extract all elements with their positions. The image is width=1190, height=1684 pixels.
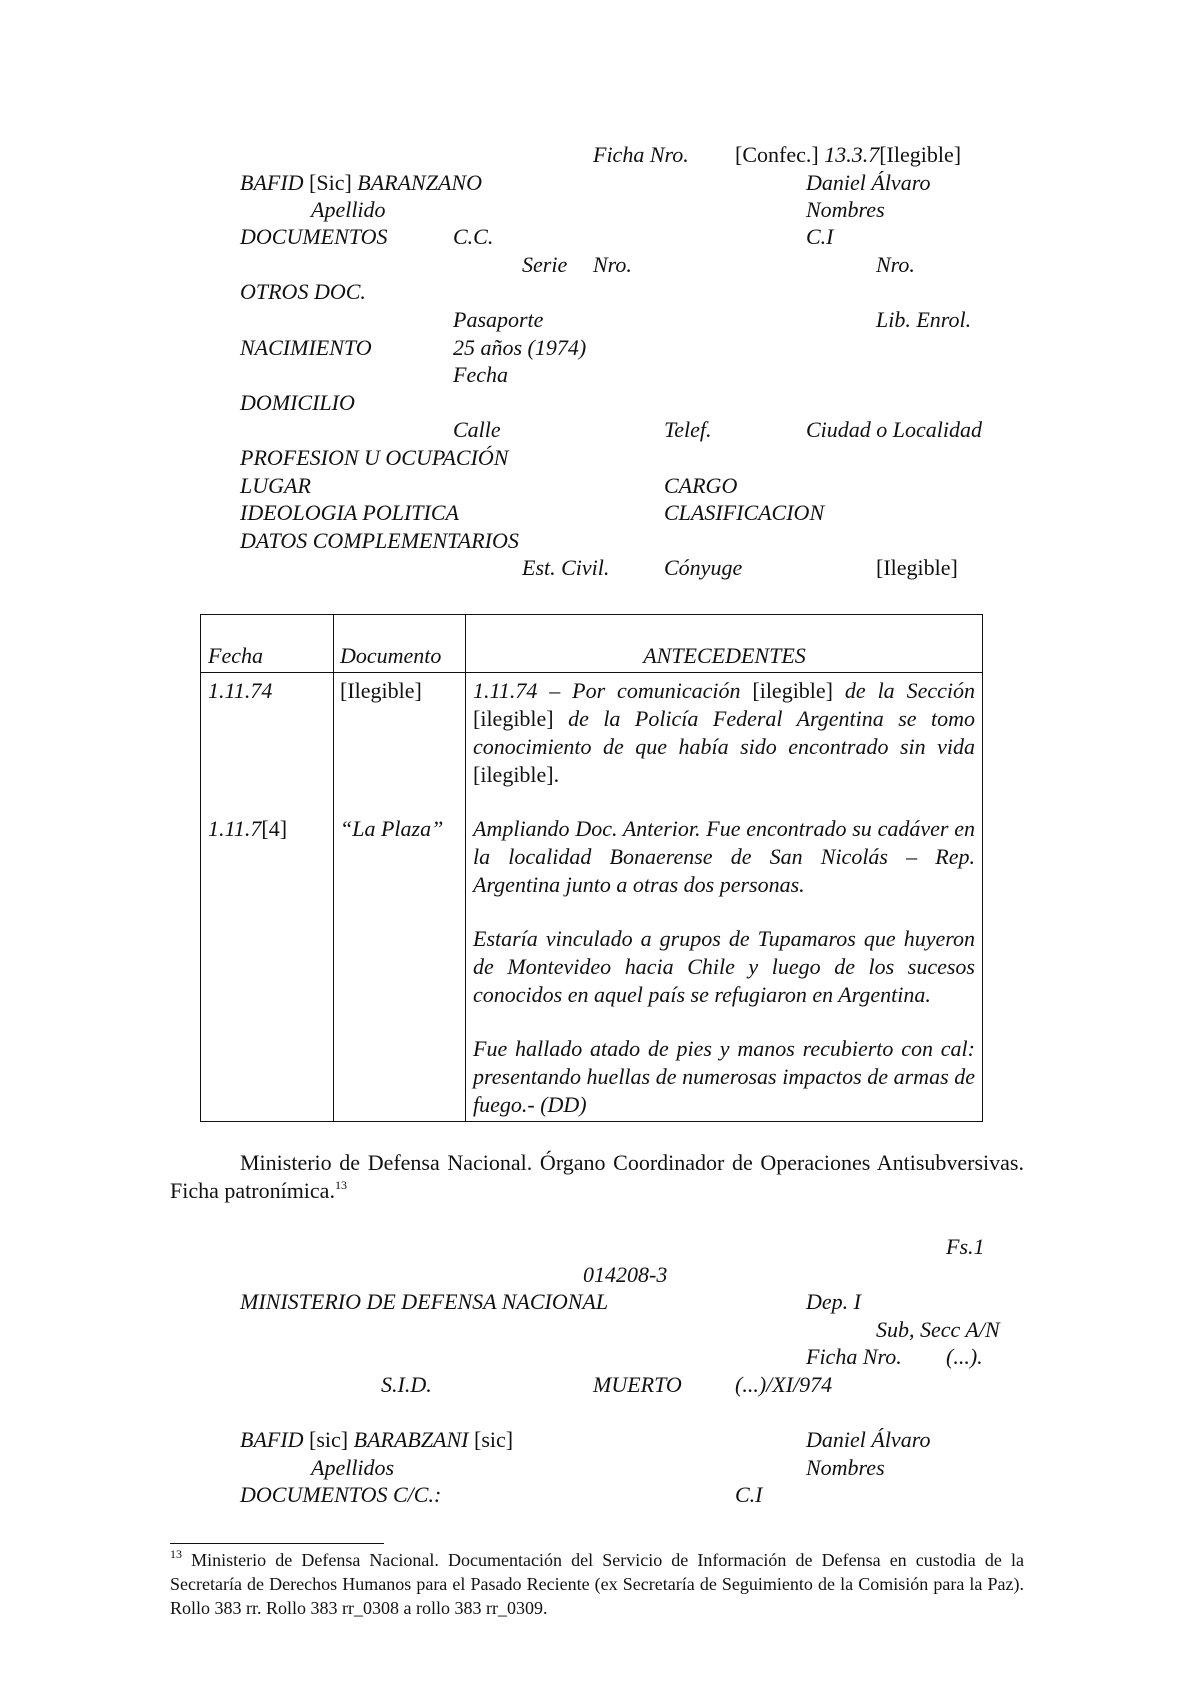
surname-part-2: BARANZANO: [357, 170, 482, 195]
apellidos-label: Apellidos: [311, 1455, 395, 1480]
row-1-fecha: 1.11.74: [208, 678, 273, 703]
cargo-label: CARGO: [664, 473, 738, 498]
row-2-fecha-main: 1.11.7: [208, 816, 262, 841]
lib-enrol-label: Lib. Enrol.: [876, 307, 972, 332]
row-2-fecha-suffix: [4]: [261, 816, 288, 841]
sub-secc-label: Sub, Secc A/N: [876, 1317, 1000, 1342]
nombres-label-2: Nombres: [806, 1455, 885, 1480]
nacimiento-label: NACIMIENTO: [240, 335, 372, 360]
row-1-documento: [Ilegible]: [340, 678, 422, 703]
surname-sic: [Sic]: [309, 170, 352, 195]
ficha-nro-label-2: Ficha Nro.: [806, 1344, 902, 1369]
footnote-rule: [170, 1543, 384, 1544]
cc-label: C.C.: [453, 224, 494, 249]
clasificacion-label: CLASIFICACION: [664, 500, 825, 525]
surname-2-sic-1: [sic]: [309, 1427, 349, 1452]
column-divider: [465, 615, 466, 1121]
nro-label: Nro.: [593, 252, 632, 277]
header-fecha: Fecha: [208, 643, 263, 668]
documentos-label: DOCUMENTOS: [240, 224, 388, 249]
row-2-documento: “La Plaza”: [340, 816, 444, 841]
ficha-nro-value: [735, 141, 961, 169]
lugar-label: LUGAR: [240, 473, 311, 498]
surname-2: [240, 1426, 513, 1454]
otros-doc-label: OTROS DOC.: [240, 279, 366, 304]
telef-label: Telef.: [664, 417, 712, 442]
row-1-antecedente-segment: 1.11.74 – Por comunicación: [473, 678, 753, 703]
serie-label: Serie: [522, 252, 568, 277]
nacimiento-value: 25 años (1974): [453, 335, 587, 360]
footnote-text: Ministerio de Defensa Nacional. Documentación del Servicio de Información de Defensa en custodia de la Secretaría de Derechos Humanos para el Pasado Reciente (ex Secretaría de Seguimiento de la Comisión para la Paz). Rollo 383 rr. Rollo 383 rr_0308 a rollo 383 rr_0309.: [170, 1550, 1025, 1618]
surname: [240, 169, 482, 197]
row-2-antecedente-p2: Estaría vinculado a grupos de Tupamaros que huyeron de Montevideo hacia Chile y luego de los sucesos conocidos en aquel país se refugiaron en Argentina.: [473, 926, 975, 1007]
fs-label: Fs.1: [946, 1234, 985, 1259]
ciudad-label: Ciudad o Localidad: [806, 417, 983, 442]
header-documento: Documento: [340, 643, 442, 668]
dep-label: Dep. I: [806, 1289, 861, 1314]
ci-label-2: C.I: [735, 1482, 763, 1507]
footnote-number: 13: [170, 1547, 182, 1561]
caption-text: Ministerio de Defensa Nacional. Órgano Coordinador de Operaciones Antisubversivas. Ficha patronímica.: [170, 1150, 1024, 1203]
row-2-antecedente-p3: Fue hallado atado de pies y manos recubierto con cal: presentando huellas de numerosas impactos de armas de fuego.- (DD): [473, 1036, 975, 1117]
ideologia-label: IDEOLOGIA POLITICA: [240, 500, 459, 525]
surname-2-sic-2: [sic]: [474, 1427, 514, 1452]
profesion-label: PROFESION U OCUPACIÓN: [240, 445, 509, 470]
pasaporte-label: Pasaporte: [453, 307, 544, 332]
ficha-nro-value-2: (...).: [946, 1344, 983, 1369]
ministerio-label: MINISTERIO DE DEFENSA NACIONAL: [240, 1289, 609, 1314]
conyuge-label: Cónyuge: [664, 555, 743, 580]
ilegible-bracket: [Ilegible]: [876, 555, 958, 580]
row-1-antecedente-segment: [ilegible]: [752, 678, 834, 703]
row-1-antecedente-segment: de la Policía Federal Argentina se tomo conocimiento de que había sido encontrado sin vida: [473, 706, 975, 759]
est-civil-label: Est. Civil.: [522, 555, 610, 580]
fecha-label: Fecha: [453, 362, 508, 387]
antecedentes-table: [200, 614, 983, 1122]
footnote-ref: 13: [334, 1178, 347, 1192]
calle-label: Calle: [453, 417, 501, 442]
domicilio-label: DOMICILIO: [240, 390, 355, 415]
nombres-label: Nombres: [806, 197, 885, 222]
ficha-number: 014208-3: [583, 1262, 668, 1287]
surname-2-part-1: BAFID: [240, 1427, 304, 1452]
nombres-value-2: Daniel Álvaro: [806, 1427, 931, 1452]
muerto-label: MUERTO: [593, 1372, 682, 1397]
row-1-antecedente-segment: [ilegible].: [473, 762, 560, 787]
muerto-date: (...)/XI/974: [735, 1372, 833, 1397]
row-1-antecedente-segment: [ilegible]: [473, 706, 554, 731]
ficha-date: 13.3.7: [824, 142, 880, 167]
sid-label: S.I.D.: [381, 1372, 432, 1397]
ci-label: C.I: [806, 224, 834, 249]
header-antecedentes: ANTECEDENTES: [643, 643, 806, 668]
confec-label: [Confec.]: [735, 142, 819, 167]
nombres-value: Daniel Álvaro: [806, 170, 931, 195]
row-1-antecedente-segment: de la Sección: [833, 678, 975, 703]
apellido-label: Apellido: [311, 197, 386, 222]
caption-paragraph: [170, 1149, 1024, 1205]
documentos-cc-label: DOCUMENTOS C/C.:: [240, 1482, 442, 1507]
ci-nro-label: Nro.: [876, 252, 915, 277]
row-2-fecha: [208, 815, 287, 843]
ficha-nro-label: Ficha Nro.: [593, 142, 689, 167]
column-divider: [333, 615, 334, 1121]
surname-2-part-2: BARABZANI: [353, 1427, 469, 1452]
row-2-antecedente-p1: Ampliando Doc. Anterior. Fue encontrado su cadáver en la localidad Bonaerense de San Nicolás – Rep. Argentina junto a otras dos personas.: [473, 816, 975, 897]
row-1-antecedente: [473, 677, 975, 789]
footnote: [170, 1548, 1024, 1620]
datos-complementarios-label: DATOS COMPLEMENTARIOS: [240, 528, 519, 553]
ficha-ilegible: [Ilegible]: [879, 142, 962, 167]
surname-part-1: BAFID: [240, 170, 304, 195]
header-divider: [201, 672, 982, 673]
